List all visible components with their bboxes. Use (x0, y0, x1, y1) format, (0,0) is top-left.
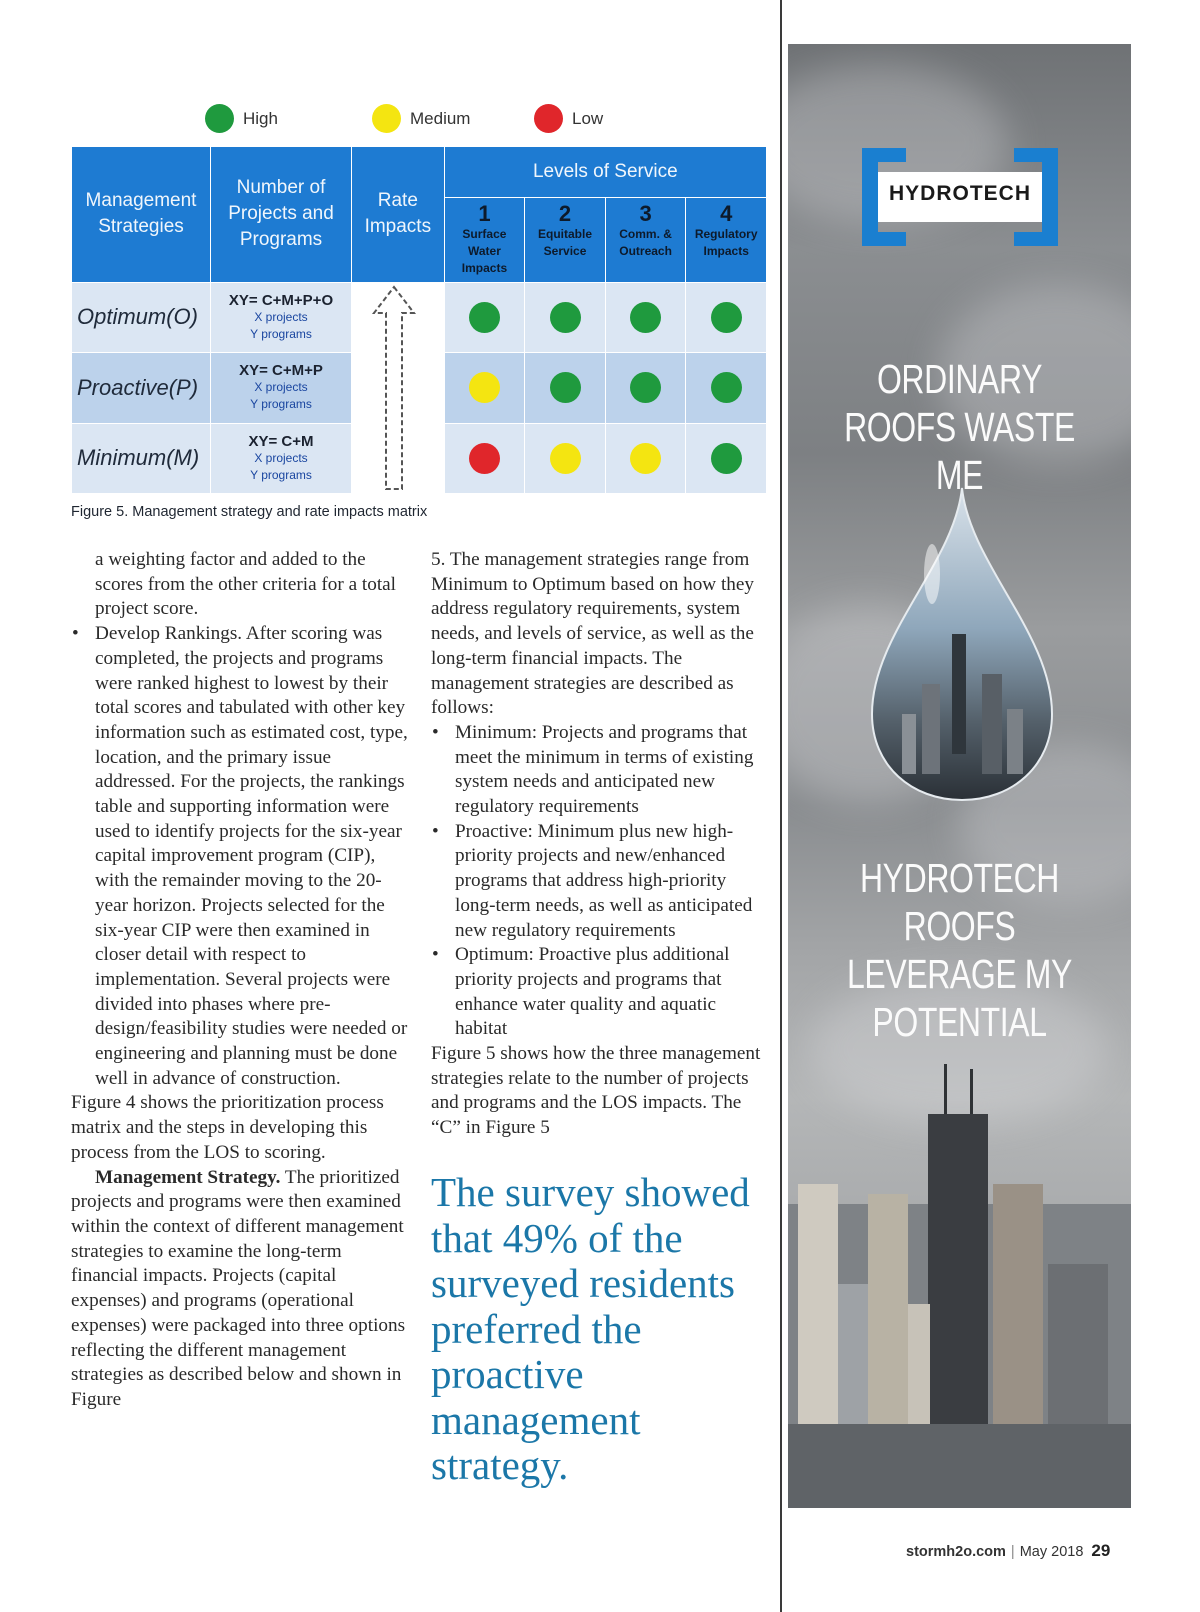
page-footer (906, 1541, 1110, 1561)
header-rate: Rate Impacts (352, 147, 445, 283)
level-dot (550, 443, 581, 474)
los-2 (525, 198, 606, 282)
hydrotech-advertisement[interactable] (788, 44, 1131, 1508)
projects-label: X projects (254, 309, 308, 324)
los-label: Regulatory Impacts (694, 227, 758, 259)
los-1 (444, 198, 525, 282)
figure-legend (205, 104, 625, 136)
los-label: Comm. & Outreach (619, 227, 672, 259)
count-cell (211, 423, 352, 493)
los-number: 2 (558, 201, 572, 227)
level-dot (711, 302, 742, 333)
legend-dot-medium (372, 104, 401, 133)
level-dot (550, 302, 581, 333)
legend-item-high (205, 104, 278, 133)
legend-label: Medium (410, 108, 471, 128)
los-3 (605, 198, 686, 282)
header-number: Number of Projects and Programs (211, 147, 352, 283)
strategy-label: Proactive(P) (72, 353, 211, 423)
level-dot (550, 372, 581, 403)
paragraph: 5. The management strategies range from Minimum to Optimum based on how they address regulatory requirements, system needs, and levels of service, as well as the long-term financial impacts. The management strategies are described as follows: (431, 549, 754, 719)
level-dot (711, 372, 742, 403)
footer-issue: May 2018 (1019, 1544, 1084, 1560)
paragraph: a weighting factor and added to the scores from the other criteria for a total project score. (95, 549, 397, 620)
level-cell (444, 353, 525, 423)
pull-quote: The survey showed that 49% of the surveyed residents preferred the proactive management strategy. (431, 1169, 750, 1488)
strategy-matrix (71, 146, 767, 494)
level-dot (469, 443, 500, 474)
programs-label: Y programs (250, 397, 312, 412)
projects-label: X projects (254, 450, 308, 465)
legend-label: Low (572, 108, 604, 128)
level-cell (686, 423, 767, 493)
level-cell (525, 353, 606, 423)
ad-headline-1: ORDINARY ROOFS WASTE ME (844, 356, 1075, 498)
level-cell (686, 353, 767, 423)
legend-item-low (534, 104, 603, 133)
los-number: 1 (478, 201, 491, 227)
legend-item-medium (372, 104, 470, 133)
header-los: Levels of Service (444, 147, 766, 198)
level-cell (525, 423, 606, 493)
paragraph (71, 1166, 408, 1413)
level-dot (711, 443, 742, 474)
city-skyline-icon (788, 1064, 1131, 1508)
level-cell (525, 282, 606, 352)
header-strategies: Management Strategies (72, 147, 211, 283)
formula: XY= C+M (248, 432, 314, 450)
bullet-item: • Develop Rankings. After scoring was completed, the projects and programs were ranked highest to lowest by their total scores and tabulated with other key information such as estimated cost, type, location, and the primary issue addressed. For the projects, the rankings table and supporting information were used to identify projects for the six-year capital improvement program (CIP), with the remainder moving to the 20-year horizon. Projects selected for the six-year CIP were then examined in closer detail with respect to implementation. Several projects were divided into phases where pre-design/feasibility studies were needed or engineering and planning must be done well in advance of construction. (71, 622, 408, 1091)
column-rule (780, 0, 782, 1612)
ad-logo-text: HYDROTECH (888, 182, 1031, 205)
water-drop-icon (862, 484, 1062, 804)
run-in-heading: Management Strategy. (95, 1166, 281, 1188)
level-cell (686, 282, 767, 352)
strategy-label: Minimum(M) (72, 423, 211, 493)
legend-dot-high (205, 104, 234, 133)
projects-label: X projects (254, 380, 308, 395)
level-dot (469, 302, 500, 333)
ad-headline-2: HYDROTECH ROOFS LEVERAGE MY POTENTIAL (847, 855, 1072, 1045)
page-number: 29 (1091, 1541, 1111, 1560)
matrix-row (72, 282, 767, 352)
legend-dot-low (534, 104, 563, 133)
text-column-2 (431, 548, 770, 1141)
level-dot (630, 372, 661, 403)
los-label: Surface Water Impacts (461, 227, 508, 276)
level-dot (469, 372, 500, 403)
level-cell (605, 353, 686, 423)
text-column-1 (71, 548, 408, 1413)
bullet-item: • Minimum: Projects and programs that meet the minimum in terms of existing system needs and anticipated new regulatory requirements (431, 721, 770, 820)
programs-label: Y programs (250, 326, 312, 341)
formula: XY= C+M+P (239, 362, 323, 380)
bullet-item: • Proactive: Minimum plus new high-priority projects and new/enhanced programs that address high-priority long-term needs, as well as anticipated new regulatory requirements (431, 820, 770, 944)
strategy-label: Optimum(O) (72, 282, 211, 352)
bullet-item: • Optimum: Proactive plus additional priority projects and programs that enhance water quality and aquatic habitat (431, 943, 770, 1042)
footer-separator: | (1010, 1544, 1015, 1560)
level-dot (630, 443, 661, 474)
count-cell (211, 353, 352, 423)
los-number: 4 (720, 201, 733, 227)
level-cell (444, 282, 525, 352)
los-number: 3 (639, 201, 652, 227)
level-cell (444, 423, 525, 493)
paragraph-text: The prioritized projects and programs were then examined within the context of different management strategies to examine the long-term financial impacts. Projects (capital expenses) and programs (operational expenses) were packaged into three options reflecting the different management strategies as described below and shown in Figure (71, 1166, 406, 1410)
count-cell (211, 282, 352, 352)
rate-impact-arrow-icon (371, 285, 417, 491)
los-label: Equitable Service (538, 227, 593, 259)
level-cell (605, 423, 686, 493)
level-dot (630, 302, 661, 333)
paragraph: Figure 5 shows how the three management strategies relate to the number of projects and programs and the LOS impacts. The “C” in Figure 5 (431, 1043, 761, 1139)
programs-label: Y programs (250, 467, 312, 482)
paragraph: Figure 4 shows the prioritization process matrix and the steps in developing this process from the LOS to scoring. (71, 1092, 384, 1163)
los-4 (686, 198, 767, 282)
legend-label: High (243, 108, 278, 128)
footer-site: stormh2o.com (906, 1544, 1006, 1560)
figure-caption: Figure 5. Management strategy and rate impacts matrix (71, 504, 428, 520)
formula: XY= C+M+P+O (228, 291, 334, 309)
level-cell (605, 282, 686, 352)
